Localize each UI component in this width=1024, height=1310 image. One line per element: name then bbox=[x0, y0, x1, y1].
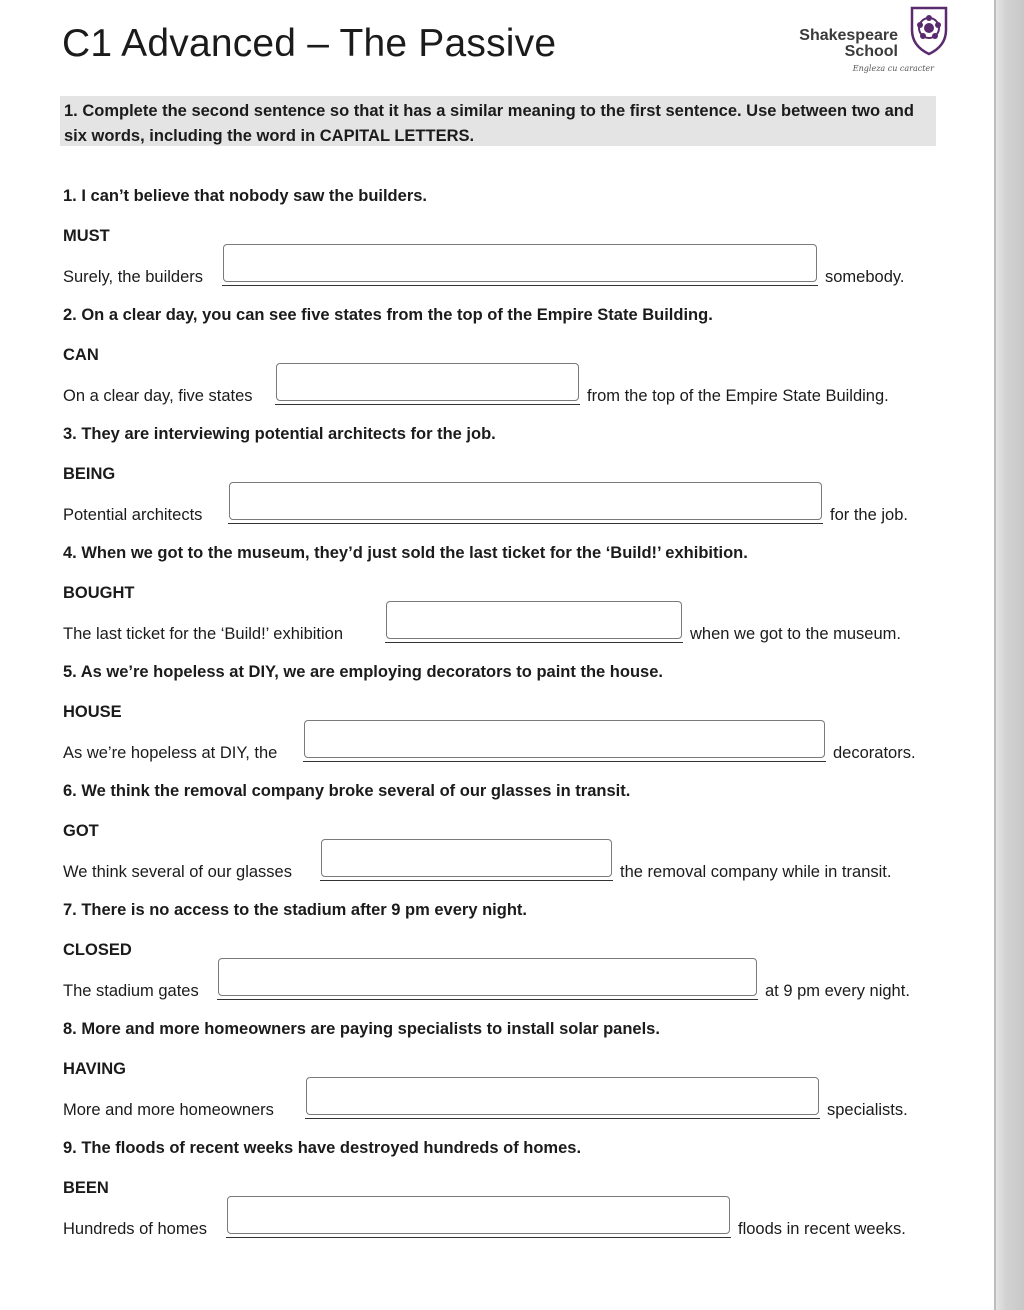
sentence-end: decorators. bbox=[833, 744, 916, 762]
answer-underline bbox=[226, 1237, 731, 1238]
question-prompt: 7. There is no access to the stadium after 9 pm every night. bbox=[63, 901, 527, 919]
answer-input[interactable] bbox=[229, 482, 822, 520]
school-logo bbox=[790, 4, 950, 74]
sentence-end: when we got to the museum. bbox=[690, 625, 901, 643]
answer-underline bbox=[275, 404, 580, 405]
answer-input[interactable] bbox=[227, 1196, 730, 1234]
answer-input[interactable] bbox=[386, 601, 682, 639]
answer-input[interactable] bbox=[276, 363, 579, 401]
question-prompt: 5. As we’re hopeless at DIY, we are employing decorators to paint the house. bbox=[63, 663, 663, 681]
question-keyword: BEING bbox=[63, 465, 116, 483]
answer-underline bbox=[217, 999, 758, 1000]
sentence-end: somebody. bbox=[825, 268, 905, 286]
question-prompt: 9. The floods of recent weeks have destroyed hundreds of homes. bbox=[63, 1139, 582, 1157]
question-keyword: GOT bbox=[63, 822, 99, 840]
question-prompt: 4. When we got to the museum, they’d just sold the last ticket for the ‘Build!’ exhibition. bbox=[63, 544, 748, 562]
rose-shield-icon bbox=[908, 4, 950, 56]
question-prompt: 2. On a clear day, you can see five states from the top of the Empire State Building. bbox=[63, 306, 713, 324]
sentence-start: More and more homeowners bbox=[63, 1101, 274, 1119]
sentence-start: The stadium gates bbox=[63, 982, 199, 1000]
sentence-start: Hundreds of homes bbox=[63, 1220, 207, 1238]
answer-underline bbox=[222, 285, 818, 286]
question-prompt: 8. More and more homeowners are paying specialists to install solar panels. bbox=[63, 1020, 660, 1038]
page-title: C1 Advanced – The Passive bbox=[62, 22, 557, 65]
logo-tagline: Engleza cu caracter bbox=[852, 64, 934, 73]
answer-input[interactable] bbox=[218, 958, 757, 996]
sentence-start: Potential architects bbox=[63, 506, 203, 524]
question-prompt: 1. I can’t believe that nobody saw the builders. bbox=[63, 187, 427, 205]
question-keyword: HAVING bbox=[63, 1060, 126, 1078]
exercise-instruction: 1. Complete the second sentence so that it has a similar meaning to the first sentence. Use between two and six words, including the word in CAPITAL LETTERS. bbox=[60, 96, 936, 146]
question-keyword: CLOSED bbox=[63, 941, 132, 959]
answer-underline bbox=[303, 761, 826, 762]
answer-input[interactable] bbox=[223, 244, 817, 282]
question-prompt: 6. We think the removal company broke several of our glasses in transit. bbox=[63, 782, 631, 800]
sentence-start: We think several of our glasses bbox=[63, 863, 292, 881]
answer-underline bbox=[305, 1118, 820, 1119]
sentence-end: the removal company while in transit. bbox=[620, 863, 892, 881]
question-keyword: BEEN bbox=[63, 1179, 109, 1197]
sentence-start: Surely, the builders bbox=[63, 268, 204, 286]
answer-underline bbox=[228, 523, 823, 524]
question-prompt: 3. They are interviewing potential architects for the job. bbox=[63, 425, 496, 443]
sentence-start: The last ticket for the ‘Build!’ exhibition bbox=[63, 625, 344, 643]
logo-line2: School bbox=[844, 43, 898, 60]
sentence-end: for the job. bbox=[830, 506, 908, 524]
answer-input[interactable] bbox=[306, 1077, 819, 1115]
sentence-end: specialists. bbox=[827, 1101, 908, 1119]
sentence-end: from the top of the Empire State Building. bbox=[587, 387, 889, 405]
page-edge bbox=[994, 0, 1024, 1310]
answer-underline bbox=[320, 880, 613, 881]
sentence-start: As we’re hopeless at DIY, the bbox=[63, 744, 278, 762]
answer-input[interactable] bbox=[304, 720, 825, 758]
answer-input[interactable] bbox=[321, 839, 612, 877]
sentence-start: On a clear day, five states bbox=[63, 387, 253, 405]
logo-name bbox=[799, 28, 898, 60]
sentence-end: floods in recent weeks. bbox=[738, 1220, 906, 1238]
question-keyword: HOUSE bbox=[63, 703, 122, 721]
question-keyword: BOUGHT bbox=[63, 584, 135, 602]
sentence-end: at 9 pm every night. bbox=[765, 982, 910, 1000]
question-keyword: MUST bbox=[63, 227, 110, 245]
answer-underline bbox=[385, 642, 683, 643]
question-keyword: CAN bbox=[63, 346, 99, 364]
logo-line1: Shakespeare bbox=[799, 27, 898, 44]
